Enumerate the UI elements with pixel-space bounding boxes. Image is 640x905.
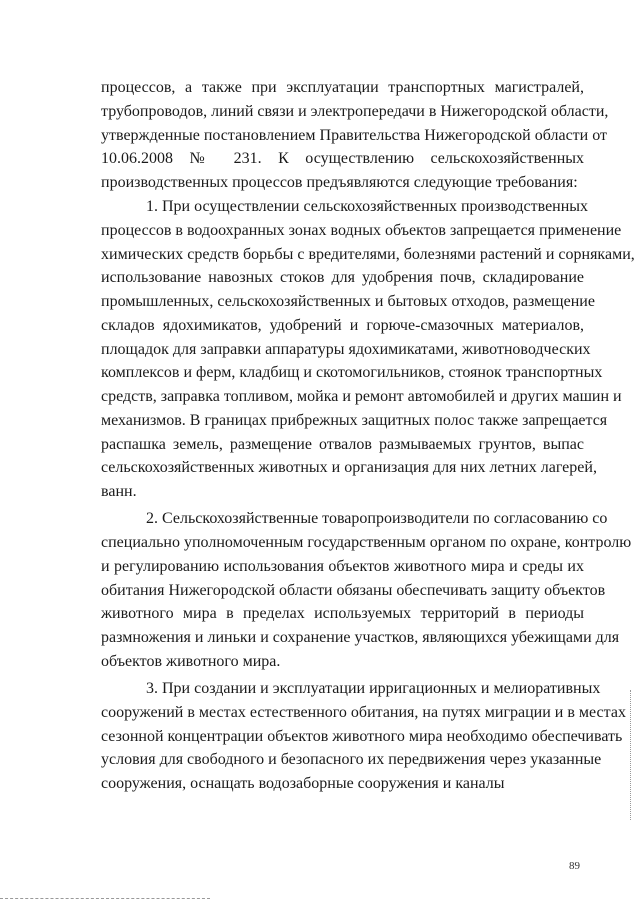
text-line: распашка земель, размещение отвалов размываемых грунтов, выпас xyxy=(101,436,584,453)
page-number: 89 xyxy=(569,860,580,872)
scan-edge-bottom xyxy=(0,898,210,900)
text-line: обитания Нижегородской области обязаны обеспечивать защиту объектов xyxy=(101,582,606,599)
text-line: 1. При осуществлении сельскохозяйственных производственных xyxy=(146,198,589,215)
text-line: средств, заправка топливом, мойка и ремонт автомобилей и других машин и xyxy=(101,388,622,405)
text-line: животного мира в пределах используемых территорий в периоды xyxy=(101,605,584,622)
text-line: 3. При создании и эксплуатации ирригационных и мелиоративных xyxy=(146,680,601,697)
scan-edge-right xyxy=(630,690,632,820)
text-line: сооружения, оснащать водозаборные сооружения и каналы xyxy=(101,775,505,792)
text-line: производственных процессов предъявляются следующие требования: xyxy=(101,174,578,191)
text-line: химических средств борьбы с вредителями, болезнями растений и сорняками, xyxy=(101,246,635,263)
text-line: условия для свободного и безопасного их передвижения через указанные xyxy=(101,751,602,768)
text-line: объектов животного мира. xyxy=(101,653,281,670)
text-line: и регулированию использования объектов животного мира и среды их xyxy=(101,558,584,575)
text-line: складов ядохимикатов, удобрений и горюче-смазочных материалов, xyxy=(101,317,584,334)
text-line: специально уполномоченным государственным органом по охране, контролю xyxy=(101,534,632,551)
text-line: процессов в водоохранных зонах водных объектов запрещается применение xyxy=(101,222,622,239)
text-line: сельскохозяйственных животных и организация для них летних лагерей, xyxy=(101,459,597,476)
text-line: сезонной концентрации объектов животного мира необходимо обеспечивать xyxy=(101,728,623,745)
text-line: 10.06.2008 № 231. К осуществлению сельскохозяйственных xyxy=(101,150,584,167)
text-line: утвержденные постановлением Правительства Нижегородской области от xyxy=(101,127,608,144)
text-line: комплексов и ферм, кладбищ и скотомогильников, стоянок транспортных xyxy=(101,364,603,381)
text-line: ванн. xyxy=(101,483,137,500)
text-line: 2. Сельскохозяйственные товаропроизводители по согласованию со xyxy=(146,510,608,527)
text-line: трубопроводов, линий связи и электропередачи в Нижегородской области, xyxy=(101,103,609,120)
text-line: сооружений в местах естественного обитания, на путях миграции и в местах xyxy=(101,704,626,721)
text-line: площадок для заправки аппаратуры ядохимикатами, животноводческих xyxy=(101,341,591,358)
text-line: механизмов. В границах прибрежных защитных полос также запрещается xyxy=(101,412,608,429)
text-line: процессов, а также при эксплуатации транспортных магистралей, xyxy=(101,79,584,96)
text-line: использование навозных стоков для удобрения почв, складирование xyxy=(101,269,584,286)
text-line: размножения и линьки и сохранение участков, являющихся убежищами для xyxy=(101,629,620,646)
text-line: промышленных, сельскохозяйственных и бытовых отходов, размещение xyxy=(101,293,595,310)
